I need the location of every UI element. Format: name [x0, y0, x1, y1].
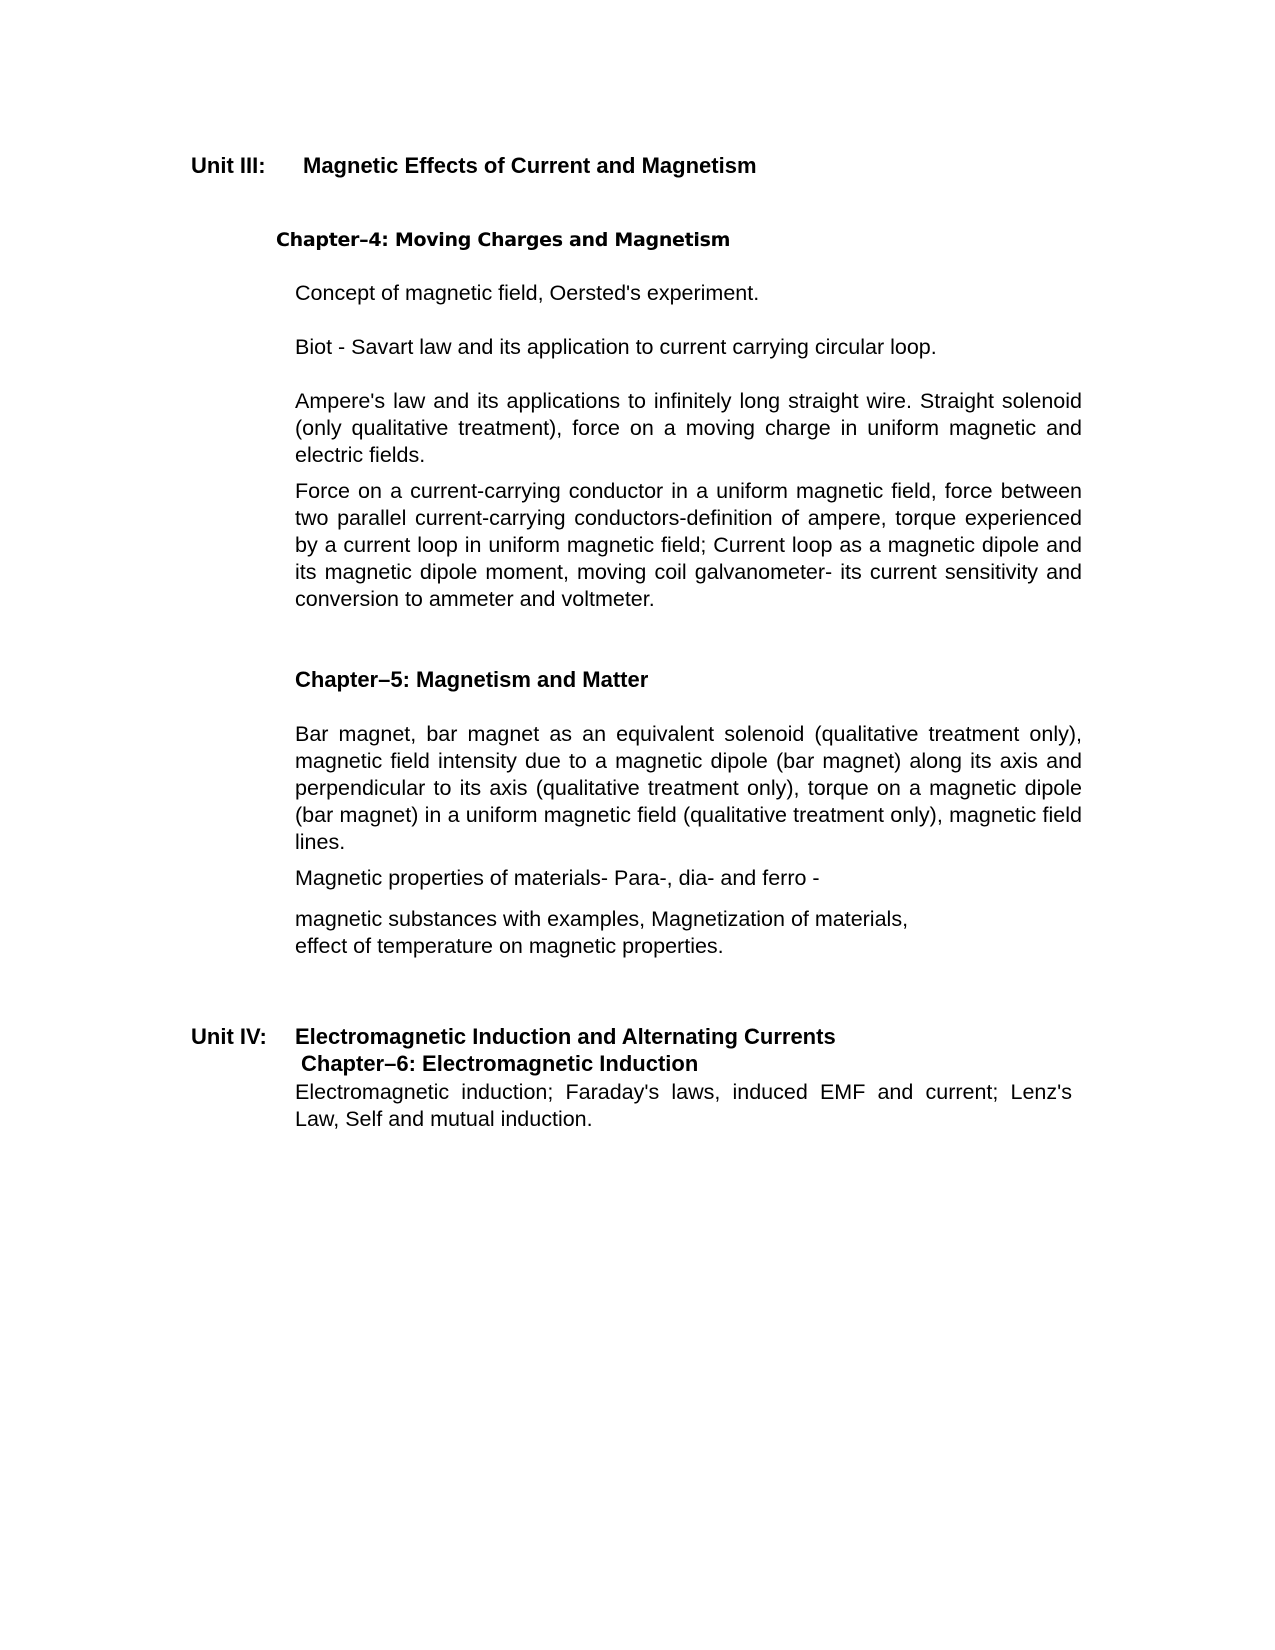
- chapter-5-paragraph-2: Magnetic properties of materials- Para-, dia- and ferro -: [295, 866, 820, 890]
- chapter-6-paragraph-1: Electromagnetic induction; Faraday's laws, induced EMF and current; Lenz's Law, Self and mutual induction.: [295, 1080, 1072, 1131]
- unit-iv-title: Electromagnetic Induction and Alternating Currents: [295, 1024, 836, 1049]
- chapter-6-heading: Chapter–6: Electromagnetic Induction: [301, 1051, 699, 1076]
- chapter-5-paragraph-4: effect of temperature on magnetic properties.: [295, 934, 724, 958]
- unit-iii-title: Magnetic Effects of Current and Magnetism: [303, 153, 757, 178]
- chapter-4-paragraph-4: Force on a current-carrying conductor in a uniform magnetic field, force between two parallel current-carrying conductors-definition of ampere, torque experienced by a current loop in uniform magnetic field; Current loop as a magnetic dipole and its magnetic dipole moment, moving coil galvanometer- its current sensitivity and conversion to ammeter and voltmeter.: [295, 479, 1082, 611]
- unit-iii-label: Unit III:: [191, 153, 266, 178]
- unit-iv-label: Unit IV:: [191, 1024, 267, 1049]
- chapter-4-paragraph-2: Biot - Savart law and its application to current carrying circular loop.: [295, 335, 937, 359]
- chapter-4-paragraph-3: Ampere's law and its applications to infinitely long straight wire. Straight solenoid (only qualitative treatment), force on a moving charge in uniform magnetic and electric fields.: [295, 389, 1082, 467]
- chapter-4-paragraph-1: Concept of magnetic field, Oersted's experiment.: [295, 281, 760, 305]
- chapter-5-paragraph-1: Bar magnet, bar magnet as an equivalent solenoid (qualitative treatment only), magnetic field intensity due to a magnetic dipole (bar magnet) along its axis and perpendicular to its axis (qualitative treatment only), torque on a magnetic dipole (bar magnet) in a uniform magnetic field (qualitative treatment only), magnetic field lines.: [295, 722, 1082, 854]
- chapter-4-heading: Chapter–4: Moving Charges and Magnetism: [276, 229, 731, 251]
- chapter-5-paragraph-3: magnetic substances with examples, Magnetization of materials,: [295, 907, 909, 931]
- chapter-5-heading: Chapter–5: Magnetism and Matter: [295, 667, 649, 692]
